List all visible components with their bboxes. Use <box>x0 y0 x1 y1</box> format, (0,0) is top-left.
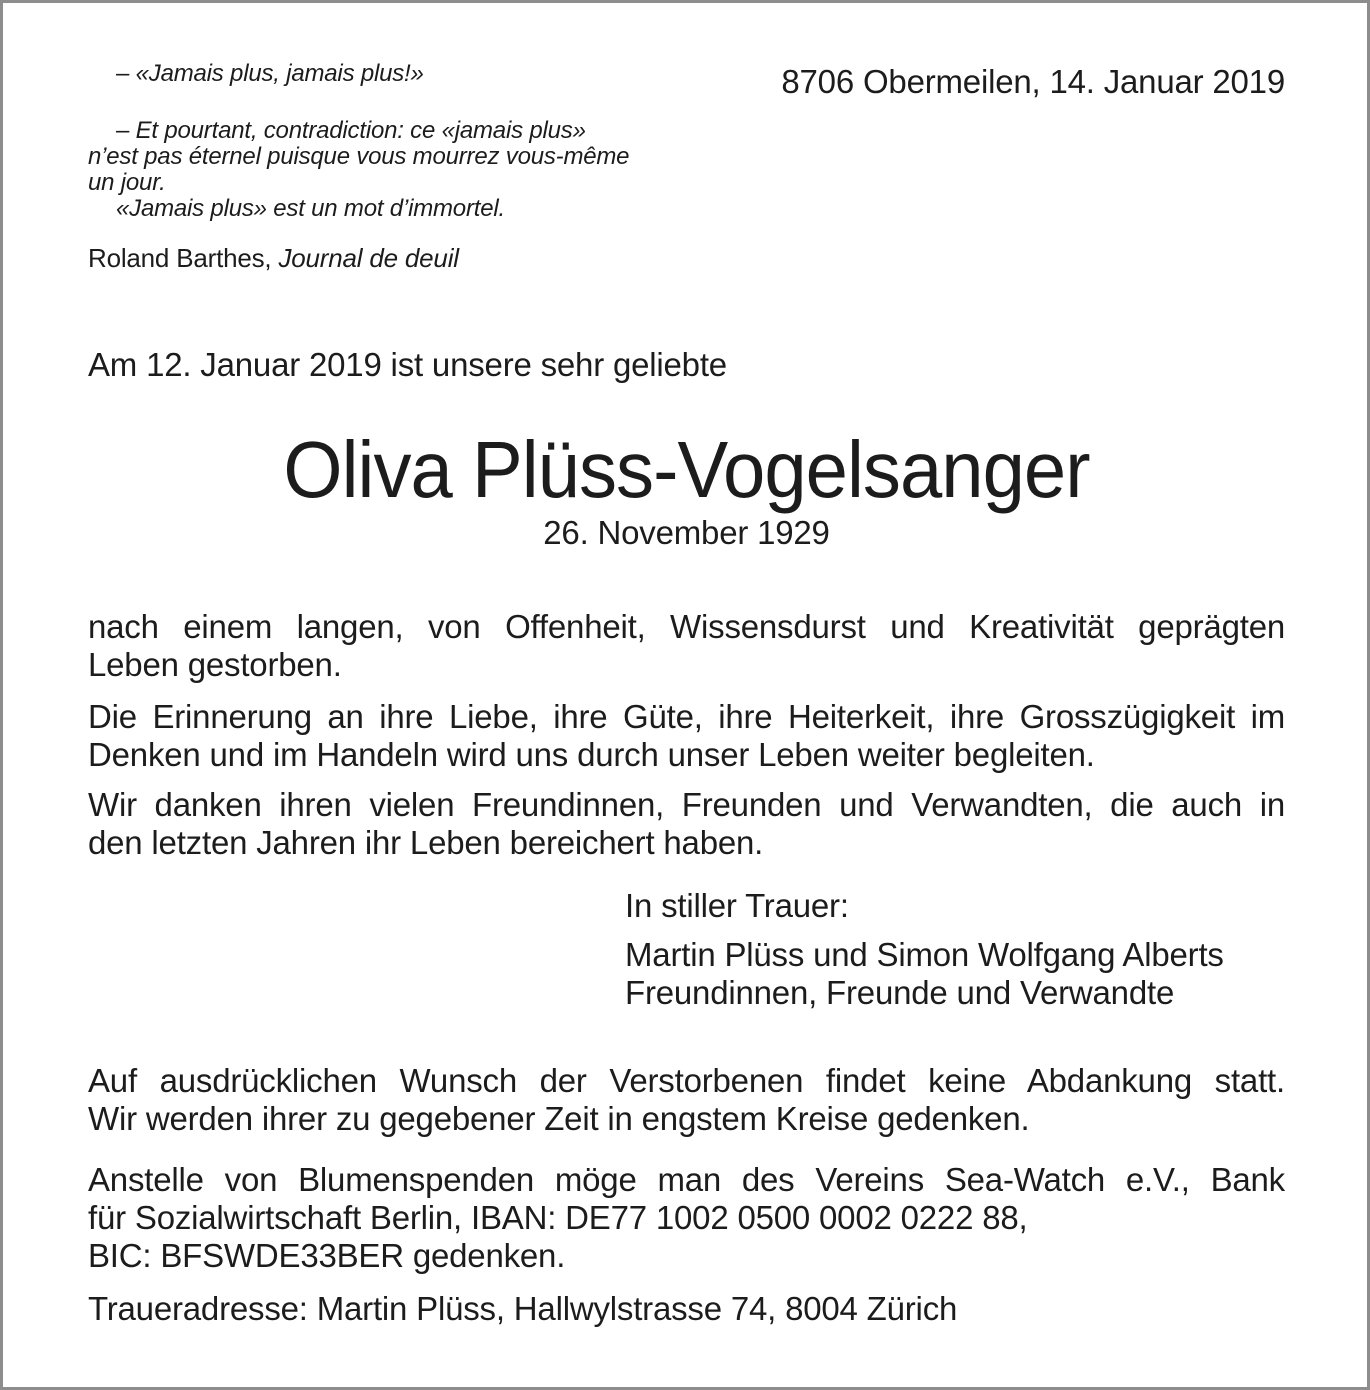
deceased-name: Oliva Plüss-Vogelsanger <box>283 425 1090 514</box>
paragraph-memory-line-1: Die Erinnerung an ihre Liebe, ihre Güte, ihre Heiterkeit, ihre Grosszügigkeit im <box>88 698 1285 735</box>
paragraph-no-service-line-2: Wir werden ihrer zu gegebener Zeit in engstem Kreise gedenken. <box>88 1100 1030 1137</box>
birth-date: 26. November 1929 <box>543 514 830 551</box>
epigraph-attribution <box>88 244 629 272</box>
paragraph-donations-line-1: Anstelle von Blumenspenden möge man des Vereins Sea-Watch e.V., Bank <box>88 1161 1285 1198</box>
epigraph-quote <box>88 61 629 272</box>
epigraph-work-title: Journal de deuil <box>278 243 459 273</box>
paragraph-thanks <box>88 786 1285 862</box>
epigraph-author: Roland Barthes, <box>88 243 279 273</box>
announcement-intro: Am 12. Januar 2019 ist unsere sehr geliebte <box>88 346 727 383</box>
epigraph-stanza-line-1: – Et pourtant, contradiction: ce «jamais plus» <box>116 117 586 144</box>
mourning-names <box>625 936 1285 1012</box>
mourning-names-line-2: Freundinnen, Freunde und Verwandte <box>625 974 1175 1011</box>
paragraph-thanks-line-2: den letzten Jahren ihr Leben bereichert haben. <box>88 824 764 861</box>
mourning-heading: In stiller Trauer: <box>625 887 849 924</box>
paragraph-death-line-2: Leben gestorben. <box>88 646 342 683</box>
notice-header <box>88 61 1285 272</box>
paragraph-memory <box>88 698 1285 774</box>
paragraph-donations <box>88 1161 1285 1275</box>
epigraph-stanza-line-4: «Jamais plus» est un mot d’immortel. <box>116 195 505 222</box>
mourning-block <box>88 887 1285 1012</box>
epigraph-stanza-line-3: un jour. <box>88 169 166 196</box>
place-and-date-line: 8706 Obermeilen, 14. Januar 2019 <box>781 63 1285 100</box>
paragraph-memory-line-2: Denken und im Handeln wird uns durch unser Leben weiter begleiten. <box>88 736 1095 773</box>
paragraph-no-service-line-1: Auf ausdrücklichen Wunsch der Verstorbenen findet keine Abdankung statt. <box>88 1062 1285 1099</box>
paragraph-death <box>88 608 1285 684</box>
epigraph-line-1: – «Jamais plus, jamais plus!» <box>116 60 424 87</box>
epigraph-stanza <box>88 118 629 222</box>
mourning-names-line-1: Martin Plüss und Simon Wolfgang Alberts <box>625 936 1224 973</box>
paragraph-thanks-line-1: Wir danken ihren vielen Freundinnen, Freunden und Verwandten, die auch in <box>88 786 1285 823</box>
paragraph-death-line-1: nach einem langen, von Offenheit, Wissensdurst und Kreativität geprägten <box>88 608 1285 645</box>
paragraph-donations-line-2: für Sozialwirtschaft Berlin, IBAN: DE77 1002 0500 0002 0222 88, <box>88 1199 1028 1236</box>
mourning-address: Traueradresse: Martin Plüss, Hallwylstrasse 74, 8004 Zürich <box>88 1290 958 1327</box>
paragraph-donations-line-3: BIC: BFSWDE33BER gedenken. <box>88 1237 566 1274</box>
epigraph-stanza-line-2: n’est pas éternel puisque vous mourrez vous-même <box>88 143 630 170</box>
paragraph-no-service <box>88 1062 1285 1138</box>
